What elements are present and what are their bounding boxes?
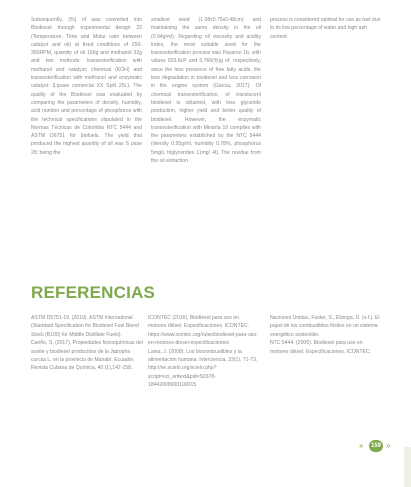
double-chevron-right-icon[interactable]: » (386, 441, 391, 450)
body-column-3 (270, 16, 382, 41)
body-column-1 (31, 16, 142, 157)
section-title: REFERENCIAS (31, 283, 156, 302)
references-column-3 (270, 314, 382, 356)
body-column-2 (151, 16, 261, 165)
reference-item: Laina, J. (2008). Los biocombustibles y la alimentación humana. Interciencia, 33(1), 71-73. http://ve.scielo.org/scielo.php?script=sci_arttext&pid=S0378-18442008000100015 (148, 348, 258, 389)
page-edge-decoration (404, 447, 411, 487)
reference-item: NTC 5444. (2006). Biodiesel para uso en motores diésel. Especificaciones. ICONTEC. (270, 340, 372, 355)
reference-item: ICONTEC (2016). Biodiésel para uso en motores diésel. Especificaciones. ICONTEC. https://www.icontec.org/rules/biodiesel-para-uso-en-motores-diesel-especificaciones/ (148, 315, 258, 347)
body-text: process is considered optimal for use as fuel due to its low percentage of water and high ash content. (270, 17, 381, 40)
references-column-2 (148, 314, 258, 390)
reference-item: ASTM D5751-19. (2019). ASTM International (Standard Specification for Biodiesel Fuel Blend Stock (B100) for Middle Distillate Fuels). (31, 315, 139, 338)
reference-item: Naciones Unidas, Foster, S., Elzinga, D. (s.f.). El papel de los combustibles fósiles en un sistema energético sostenible. (270, 315, 380, 338)
references-column-1 (31, 314, 143, 373)
double-chevron-left-icon[interactable]: » (359, 441, 364, 450)
body-text: smallest seed (1.08x0.75x0.48cm) and maintaining the same density in the oil (0.94g/ml). Regarding oil viscosity and acidity index, the most suitable seed for the transesterification process was Pasaroo 1b, with values 833.6cP and 0.766(%)g of, respectively, since the less presence of free fatty acids, the less degradation in biodiesel and less corrosion in the engine system (Garcia, 2017). Of chemical transesterification, of translucent biodiesel is obtained, with less glyceride production, higher yield and better quality of biodiesel. However, the enzymatic transesterification with Miranta 10 complies with the parameters established by the NTC 5444 (density 0.95g/ml, humidity 0.78%, phosphorus 5mg/L triglycerides 11mg/ 4l). The residue from the oil extraction (151, 17, 261, 165)
reference-item: Cariño, S. (2017). Propiedades fisicoquímicas del aceite y biodiesel producidos de la Jatropha curcas L. en la provincia de Manabí, Ecuador. Revista Cubana de Química, 40 (1),142-158. (31, 340, 143, 372)
page-number-badge: 159 (369, 440, 383, 452)
body-text: Subsequently, (%) of was converted into Biodiesel through experimental design 23 (Temperature, Time and Molar ratio between catalyst and oil) at fixed conditions of 250-350RPM, quantity of oil 150g and methanol 32g and two methods: transesterification with methanol and catalyst; chemical (KOH) and transesterification with methanol and enzymatic catalyst: (Lipase comercial XX Spilt 25L). The quality of the Biodiesel was evaluated by comparing the parameters of density, humidity, acid number and percentage of phosphorus with the technical specifications stipulated in the Normas Técnicas de Colombia NTC 5444 and ASTM D6751 for biofuels. The yield that produced the highest quantity of oil was S pase 28; being the (31, 17, 142, 156)
